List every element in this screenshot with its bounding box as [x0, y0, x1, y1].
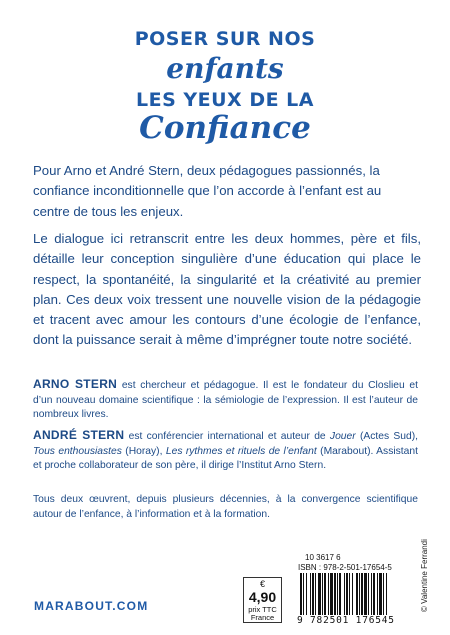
andre-text-1: est conférencier international et auteur de: [128, 431, 326, 442]
andre-book-2: Tous enthousiastes: [33, 445, 122, 457]
arno-name: ARNO STERN: [33, 377, 118, 391]
price-country: France: [250, 613, 275, 622]
summary-paragraph: Le dialogue ici retranscrit entre les deux hommes, père et fils, détaille leur conception singulière d’une éducation qui place le respect, la spontanéité, la singularité et la créativité au premier plan. Ces deux voix tressent une nouvelle vision de la pédagogie et tracent avec amour les contours d’une écologie de l’enfance, dont la puissance serait à même d’imprégner toute notre société.: [33, 231, 421, 348]
title-line-3: LES YEUX DE LA: [136, 89, 314, 111]
closing-paragraph: Tous deux œuvrent, depuis plusieurs décennies, à la convergence scientifique autour de l’enfance, à l’information et à la formation.: [33, 494, 418, 520]
intro-paragraph: Pour Arno et André Stern, deux pédagogues passionnés, la confiance inconditionnelle que l’on accorde à l’enfant est au centre de tous les enjeux.: [33, 163, 382, 219]
barcode: [298, 573, 413, 617]
isbn-label: ISBN : 978-2-501-17654-5: [298, 563, 392, 572]
title-line-1: POSER SUR NOS: [134, 28, 316, 50]
andre-text-4: (Marabout). Assistant et proche collaborateur de son père, il dirige l’Institut Arno Stern.: [33, 445, 418, 472]
title-line-2: enfants: [166, 52, 284, 85]
andre-book-1: Jouer: [329, 431, 356, 442]
andre-name: ANDRÉ STERN: [33, 428, 125, 442]
product-code: 10 3617 6: [305, 553, 341, 562]
price-currency: €: [259, 579, 265, 589]
price-value: 4,90: [248, 589, 277, 605]
arno-text: est chercheur et pédagogue. Il est le fondateur du Closlieu et d’un nouveau domaine scientifique : la sémiologie de l’expression. Il est l’auteur de nombreux livres.: [33, 380, 418, 421]
andre-book-3: Les rythmes et rituels de l’enfant: [165, 445, 317, 457]
andre-text-2: (Actes Sud),: [359, 431, 418, 442]
photo-credit: © Valentine Ferrandi: [420, 539, 429, 612]
title-line-4: Confiance: [139, 110, 311, 146]
price-box: [243, 577, 282, 623]
andre-bio: [33, 428, 418, 474]
barcode-digits: 9 782501 176545: [297, 615, 395, 626]
publisher-brand: MARABOUT.COM: [34, 599, 149, 613]
price-ttc: prix TTC: [248, 605, 277, 614]
arno-bio: [33, 377, 418, 423]
andre-text-3: (Horay),: [125, 445, 163, 457]
